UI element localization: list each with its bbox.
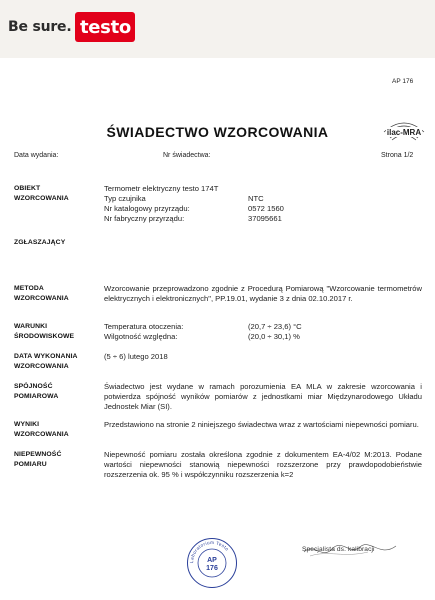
relative-humidity-value: (20,0 ÷ 30,1) %	[248, 332, 300, 341]
method-label: METODA WZORCOWANIA	[14, 285, 69, 302]
results-text: Przedstawiono na stronie 2 niniejszego świadectwa wraz z wartościami niepewności pomiaru.	[104, 420, 419, 429]
relative-humidity-label: Wilgotność względna:	[104, 332, 178, 341]
ilac-logo-text: ilac-MRA	[386, 128, 422, 137]
page-number: Strona 1/2	[381, 152, 414, 159]
sensor-type-label: Typ czujnika	[104, 194, 146, 203]
document-title: ŚWIADECTWO WZORCOWANIA	[106, 124, 329, 140]
execution-date-label: DATA WYKONANIA WZORCOWANIA	[14, 353, 78, 370]
catalog-number-label: Nr katalogowy przyrządu:	[104, 204, 190, 213]
execution-date-value: (5 ÷ 6) lutego 2018	[104, 352, 168, 361]
method-text: Wzorcowanie przeprowadzono zgodnie z Procedurą Pomiarową "Wzorcowanie termometrów elektrycznych i elektronicznych", PP.19.01, wydanie 3 z dnia 02.10.2017 r.	[104, 284, 422, 303]
logo-box	[75, 12, 135, 42]
certificate-number-label: Nr świadectwa:	[163, 152, 211, 159]
stamp-ring-text: Laboratorium Testo	[188, 539, 230, 564]
serial-number-value: 37095661	[248, 214, 282, 223]
logo-brand: testo	[79, 16, 131, 38]
catalog-number-value: 0572 1560	[248, 204, 284, 213]
signature-label: Specjalista ds. kalibracji	[302, 546, 375, 553]
serial-number-label: Nr fabryczny przyrządu:	[104, 214, 185, 223]
laboratory-stamp	[186, 537, 238, 589]
ambient-temperature-label: Temperatura otoczenia:	[104, 322, 184, 331]
issue-date-label: Data wydania:	[14, 152, 59, 159]
accreditation-code: AP 176	[392, 78, 414, 85]
ambient-temperature-value: (20,7 ÷ 23,6) °C	[248, 322, 302, 331]
stamp-number: 176	[206, 565, 218, 572]
applicant-label: ZGŁASZAJĄCY	[14, 239, 66, 246]
object-name: Termometr elektryczny testo 174T	[104, 184, 219, 193]
uncertainty-text: Niepewność pomiaru została określona zgodnie z dokumentem EA-4/02 M:2013. Podane wartości niepewności stanowią niepewności rozszerzone przy prawdopodobieństwie rozszerzenia ok. 95 % i współczynniku rozszerzenia k=2	[104, 450, 422, 479]
testo-logo	[8, 12, 135, 42]
logo-slogan: Be sure.	[8, 19, 72, 35]
object-label: OBIEKT WZORCOWANIA	[14, 185, 69, 202]
traceability-label: SPÓJNOŚĆ POMIAROWA	[14, 383, 59, 400]
stamp-code: AP	[207, 557, 217, 564]
header-bar	[0, 0, 435, 58]
conditions-label: WARUNKI ŚRODOWISKOWE	[14, 323, 75, 340]
uncertainty-label: NIEPEWNOŚĆ POMIARU	[14, 451, 62, 468]
results-label: WYNIKI WZORCOWANIA	[14, 421, 69, 438]
traceability-text: Świadectwo jest wydane w ramach porozumienia EA MLA w zakresie wzorcowania i potwierdza spójność wyników pomiarów z jednostkami miar Międzynarodowego Układu Jednostek Miar (SI).	[104, 382, 422, 411]
sensor-type-value: NTC	[248, 194, 264, 203]
